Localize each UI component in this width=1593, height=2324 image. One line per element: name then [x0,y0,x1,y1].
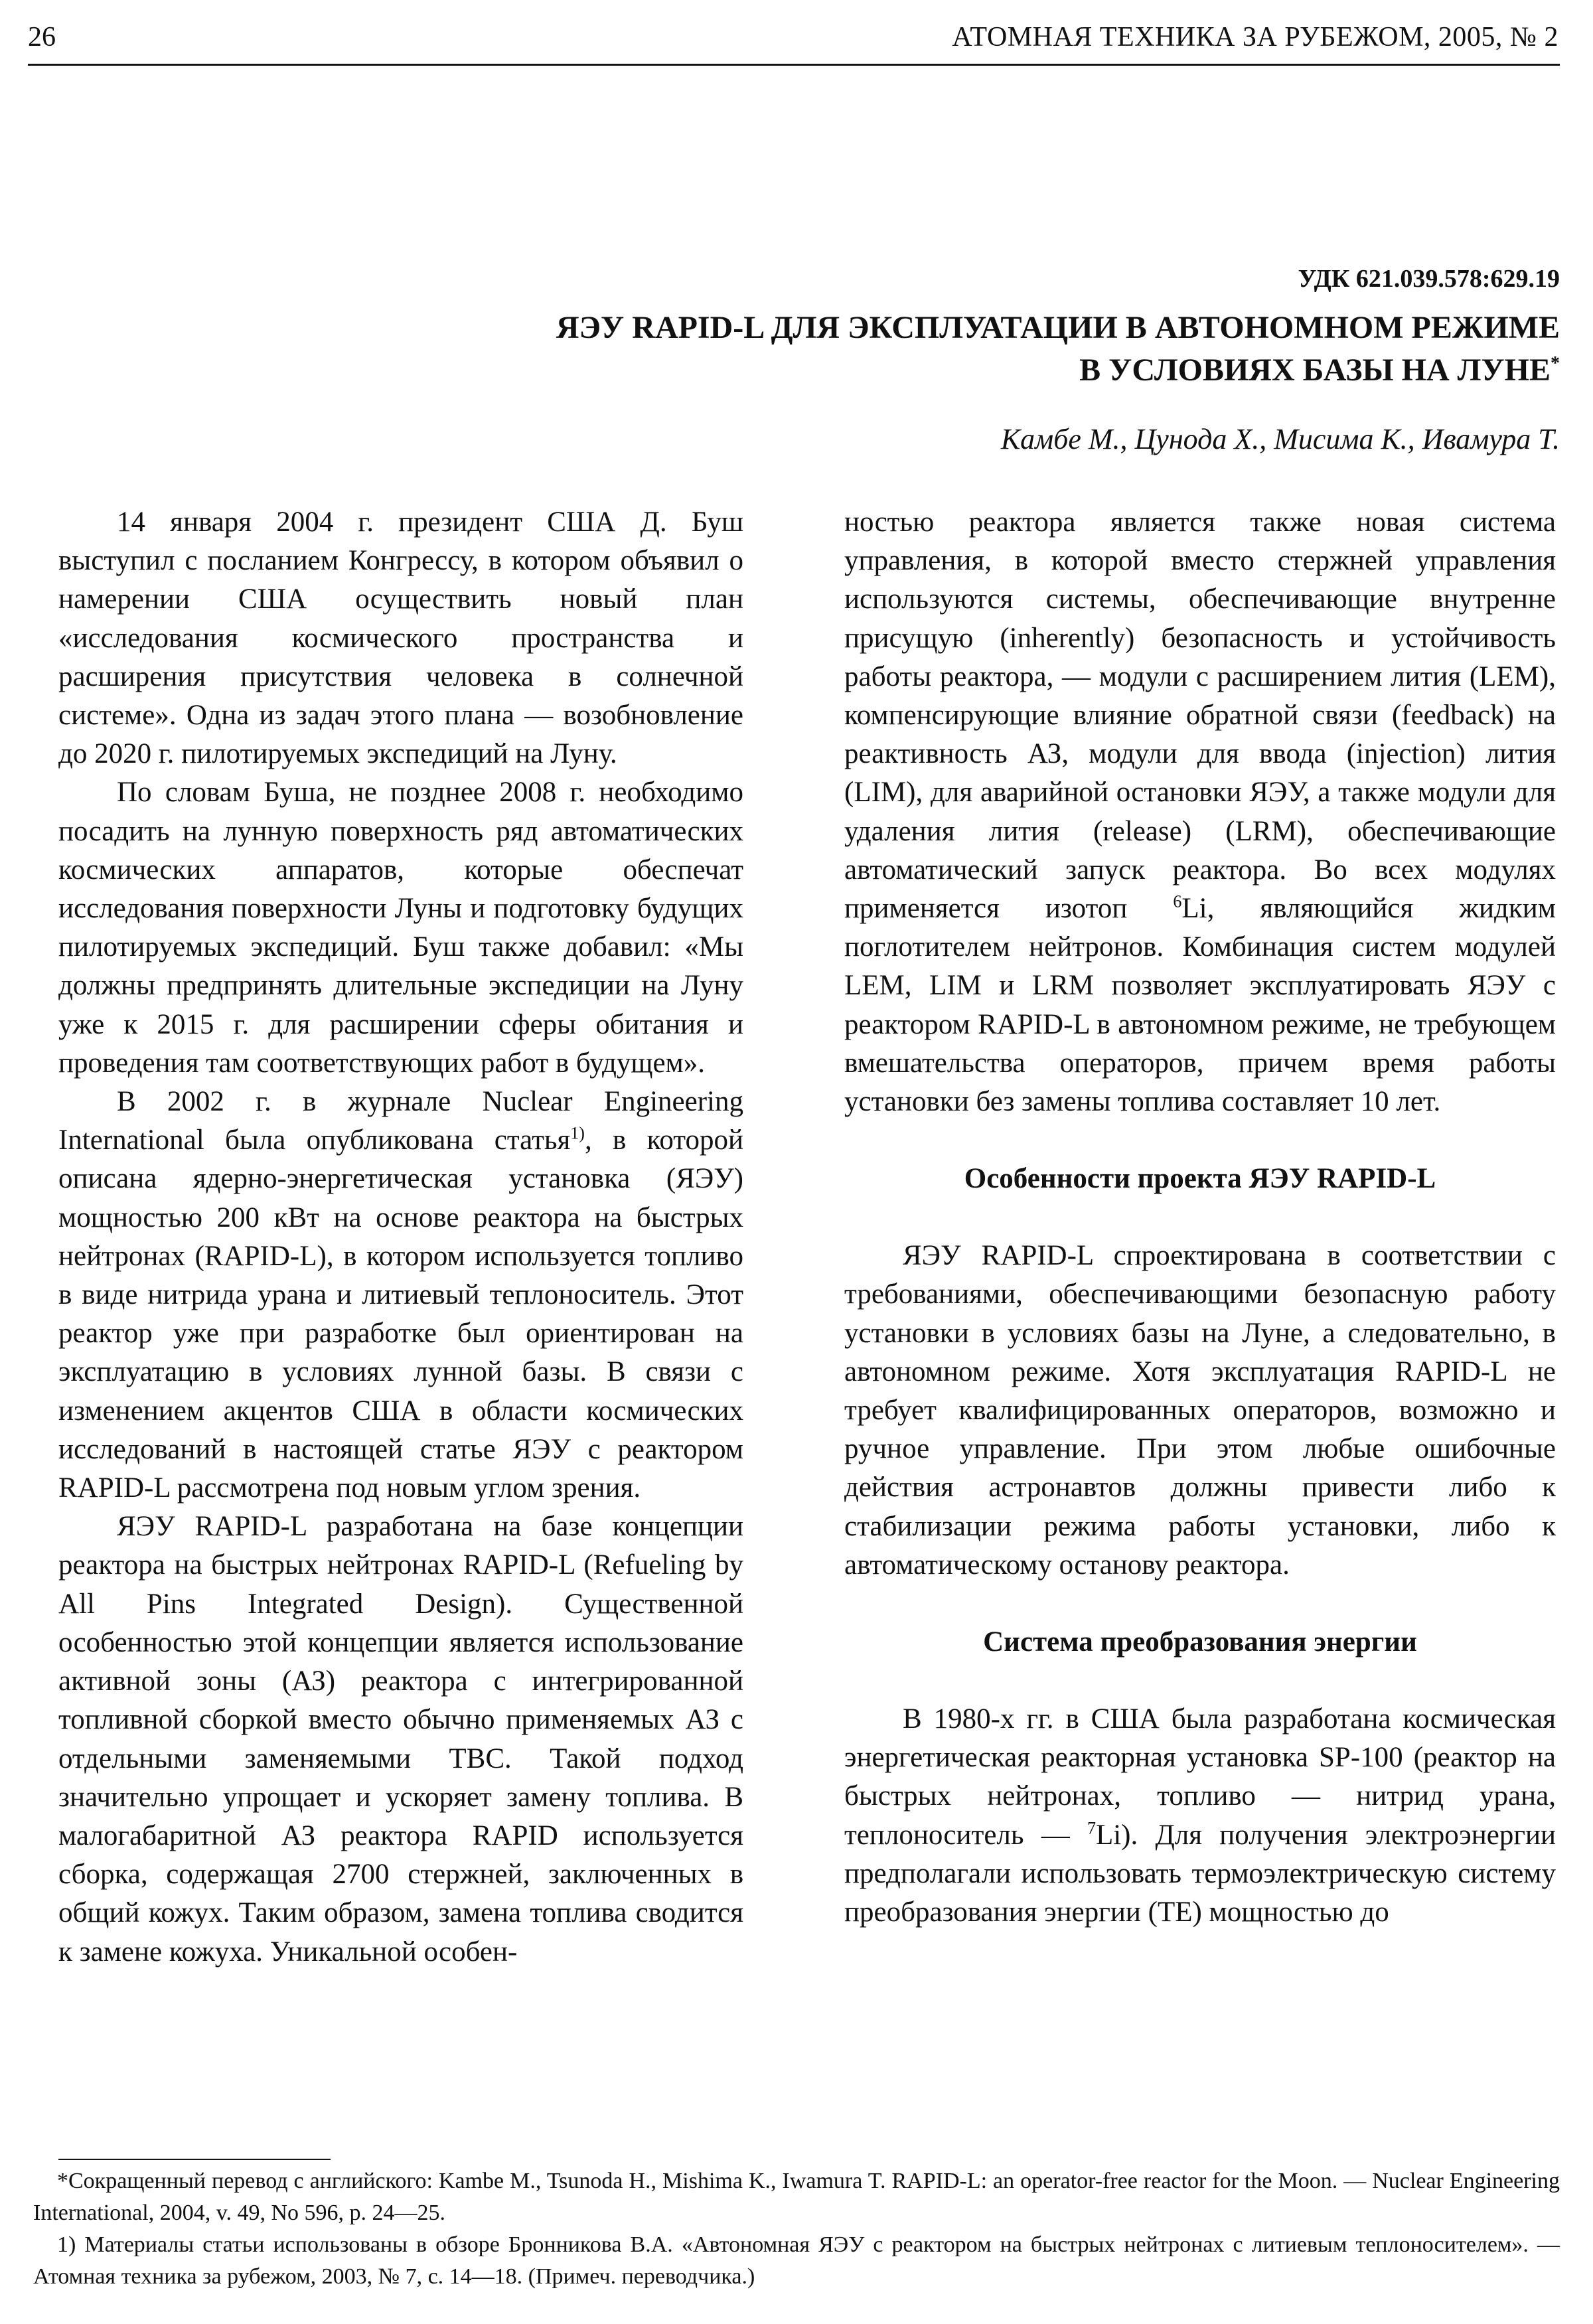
paragraph [58,1083,743,1508]
paragraph-text: , в которой описана ядерно-энергетическая установка (ЯЭУ) мощностью 200 кВт на основе реактора на быстрых нейтронах (RAPID-L), в котором используется топливо в виде нитрида урана и литиевый теплоноситель. Этот реактор уже при разработке был ориентирован на эксплуатацию в условиях лунной базы. В связи с изменением акцентов США в области космических исследований в настоящей статье ЯЭУ с реактором RAPID-L рассмотрена под новым углом зрения. [58,1124,743,1504]
paragraph: По словам Буша, не позднее 2008 г. необходимо посадить на лунную поверхность ряд автоматических космических аппаратов, которые обеспечат исследования поверхности Луны и подготовку будущих пилотируемых экспедиций. Буш также добавил: «Мы должны предпринять длительные экспедиции на Луну уже к 2015 г. для расширении сферы обитания и проведения там соответствующих работ в будущем». [58,777,743,1079]
isotope-mass-number: 6 [1173,891,1182,911]
running-header [28,19,1558,56]
title-footnote-mark: * [1551,353,1560,374]
paragraph [844,503,1556,1121]
paragraph-text: Li). Для получения электроэнергии предполагали использовать термоэлектрическую систему преобразования энергии (ТЕ) мощностью до [844,1819,1556,1928]
isotope-mass-number: 7 [1087,1818,1096,1838]
paragraph-text: В 2002 г. в журнале Nuclear Engineering International была опубликована статья [58,1086,743,1156]
paragraph-text: Li, являющийся жидким поглотителем нейтронов. Комбинация систем модулей LEM, LIM и LRM позволяет эксплуатировать ЯЭУ с реактором RAPID-L в автономном режиме, не требующем вмешательства операторов, причем время работы установки без замены топлива составляет 10 лет. [844,893,1556,1118]
title-line-2 [299,349,1560,392]
paragraph [844,1700,1556,1932]
paragraph: ЯЭУ RAPID-L спроектирована в соответствии с требованиями, обеспечивающими безопасную работу установки в условиях базы на Луне, а следовательно, в автономном режиме. Хотя эксплуатация RAPID-L не требует квалифицированных операторов, возможно и ручное управление. При этом любые ошибочные действия астронавтов должны привести либо к стабилизации режима работы установки, либо к автоматическому останову реактора. [844,1240,1556,1581]
right-column [844,503,1556,1932]
section-heading: Особенности проекта ЯЭУ RAPID-L [964,1163,1436,1195]
footnote: *Сокращенный перевод с английского: Kambe M., Tsunoda H., Mishima K., Iwamura T. RAPID-L: an operator-free reactor for the Moon. — Nuclear Engineering International, 2004, v. 49, No 596, p. 24—25. [33,2169,1560,2225]
footnotes [33,2165,1560,2293]
title-line-2-text: В УСЛОВИЯХ БАЗЫ НА ЛУНЕ [1079,352,1551,388]
journal-title: АТОМНАЯ ТЕХНИКА ЗА РУБЕЖОМ, 2005, № 2 [952,22,1558,52]
paragraph-text: В 1980-х гг. в США была разработана космическая энергетическая реакторная установка SP-100 (реактор на быстрых нейтронах, топливо — нитрид урана, теплоноситель — [844,1703,1556,1851]
header-rule [28,64,1560,66]
paragraph: ЯЭУ RAPID-L разработана на базе концепции реактора на быстрых нейтронах RAPID-L (Refueling by All Pins Integrated Design). Существенной особенностью этой концепции является использование активной зоны (АЗ) реактора с интегрированной топливной сборкой вместо обычно применяемых АЗ с отдельными заменяемыми ТВС. Такой подход значительно упрощает и ускоряет замену топлива. В малогабаритной АЗ реактора RAPID используется сборка, содержащая 2700 стержней, заключенных в общий кожух. Таким образом, замена топлива сводится к замене кожуха. Уникальной особен- [58,1511,743,1968]
title-line-1: ЯЭУ RAPID-L ДЛЯ ЭКСПЛУАТАЦИИ В АВТОНОМНОМ РЕЖИМЕ [556,310,1560,345]
left-column [58,503,743,1972]
article-authors: Камбе М., Цунода Х., Мисима К., Ивамура Т. [1000,423,1560,455]
section-heading: Система преобразования энергии [983,1626,1417,1658]
udk-code: УДК 621.039.578:629.19 [1298,265,1560,293]
footnote-rule [58,2159,331,2160]
page-number: 26 [28,22,56,52]
paragraph-text: ностью реактора является также новая система управления, в которой вместо стержней управления используются системы, обеспечивающие внутренне присущую (inherently) безопасность и устойчивость работы реактора, — модули с расширением лития (LEM), компенсирующие влияние обратной связи (feedback) на реактивность АЗ, модули для ввода (injection) лития (LIM), для аварийной остановки ЯЭУ, а также модули для удаления лития (release) (LRM), обеспечивающие автоматический запуск реактора. Во всех модулях применяется изотоп [844,506,1556,925]
footnote: 1) Материалы статьи использованы в обзоре Бронникова В.А. «Автономная ЯЭУ с реактором на быстрых нейтронах с литиевым теплоносителем». — Атомная техника за рубежом, 2003, № 7, с. 14—18. (Примеч. переводчика.) [33,2232,1560,2289]
article-title [299,307,1560,392]
paragraph: 14 января 2004 г. президент США Д. Буш выступил с посланием Конгрессу, в котором объявил о намерении США осуществить новый план «исследования космического пространства и расширения присутствия человека в солнечной системе». Одна из задач этого плана — возобновление до 2020 г. пилотируемых экспедиций на Луну. [58,506,743,770]
footnote-ref: 1) [570,1123,585,1143]
